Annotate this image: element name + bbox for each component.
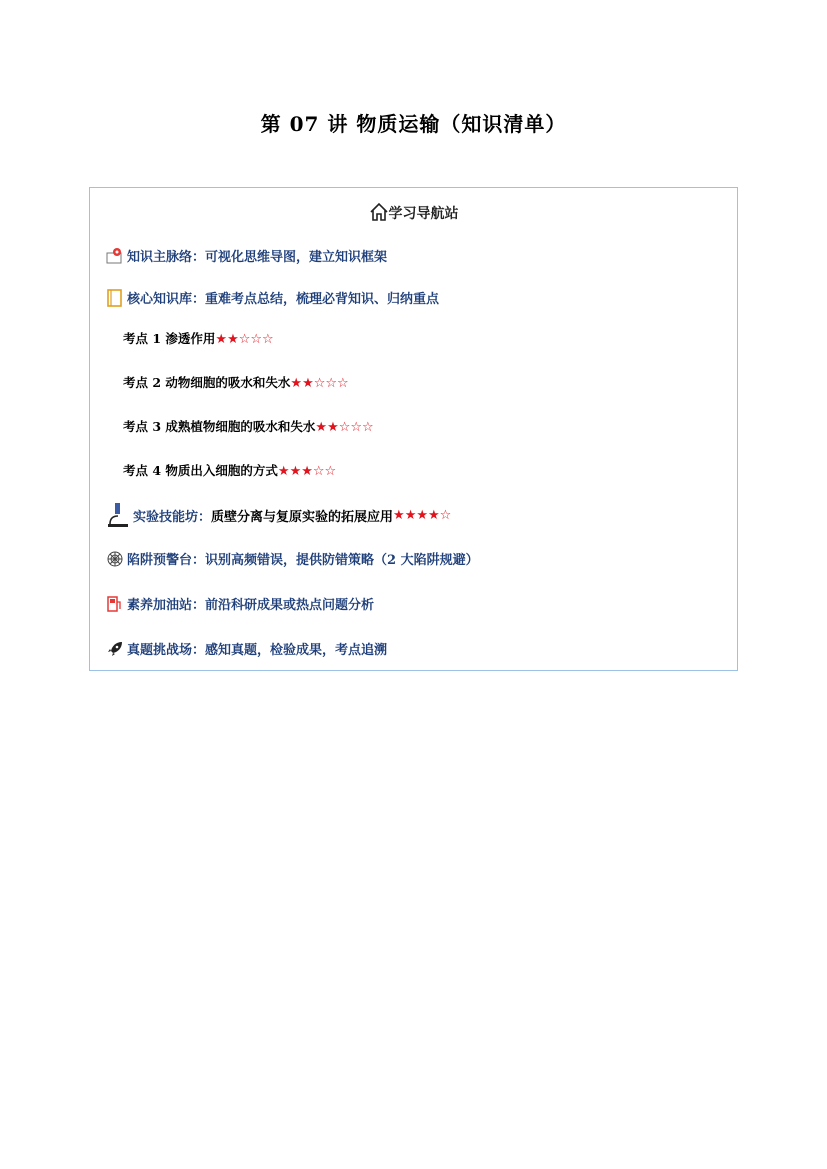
point-item[interactable] xyxy=(123,461,336,479)
empty-star-icon: ☆ xyxy=(312,464,325,479)
page-title: 第 07 讲 物质运输（知识清单） xyxy=(260,112,567,136)
navigation-panel xyxy=(89,187,738,671)
rating-stars xyxy=(393,508,451,523)
point-text: 考点 4 物质出入细胞的方式 xyxy=(123,463,278,478)
rating-stars xyxy=(315,419,373,434)
section-label: 实验技能坊 xyxy=(133,509,199,525)
rating-stars xyxy=(278,463,336,478)
filled-star-icon: ★ xyxy=(416,507,429,523)
filled-star-icon: ★ xyxy=(315,420,328,435)
empty-star-icon: ☆ xyxy=(324,464,337,479)
home-icon xyxy=(369,202,389,226)
book-icon xyxy=(106,289,124,307)
section-desc: ：识别高频错误，提供防错策略（2 大陷阱规避） xyxy=(192,553,479,568)
section-exam-challenge[interactable] xyxy=(106,639,387,658)
filled-star-icon: ★ xyxy=(227,332,239,347)
nav-header xyxy=(90,202,737,226)
section-experiment[interactable] xyxy=(106,502,451,528)
section-label: 真题挑战场 xyxy=(127,643,193,658)
section-label: 核心知识库 xyxy=(127,292,193,307)
section-desc: ：前沿科研成果或热点问题分析 xyxy=(192,598,375,613)
section-label: 陷阱预警台 xyxy=(127,553,193,568)
rocket-icon xyxy=(106,640,124,658)
map-pin-icon xyxy=(106,247,124,265)
microscope-icon xyxy=(106,502,130,528)
empty-star-icon: ☆ xyxy=(439,507,452,523)
rating-stars xyxy=(215,331,273,346)
fuel-pump-icon xyxy=(106,595,124,613)
empty-star-icon: ☆ xyxy=(262,332,274,347)
section-label: 知识主脉络 xyxy=(127,250,193,265)
empty-star-icon: ☆ xyxy=(338,420,351,435)
rating-stars xyxy=(290,375,348,390)
section-trap-warning[interactable] xyxy=(106,549,479,568)
filled-star-icon: ★ xyxy=(428,507,440,523)
nav-header-text: 学习导航站 xyxy=(388,206,459,222)
filled-star-icon: ★ xyxy=(289,464,302,479)
empty-star-icon: ☆ xyxy=(325,376,338,391)
filled-star-icon: ★ xyxy=(393,507,405,523)
filled-star-icon: ★ xyxy=(301,464,313,479)
section-desc: ：感知真题，检验成果，考点追溯 xyxy=(192,643,388,658)
spiderweb-icon xyxy=(106,550,124,568)
point-item[interactable] xyxy=(123,373,349,391)
filled-star-icon: ★ xyxy=(327,420,339,435)
filled-star-icon: ★ xyxy=(404,507,417,523)
section-text: 质壁分离与复原实验的拓展应用 xyxy=(211,509,394,525)
section-desc: ：可视化思维导图，建立知识框架 xyxy=(192,250,388,265)
empty-star-icon: ☆ xyxy=(362,420,374,435)
section-desc: ： xyxy=(198,509,212,525)
empty-star-icon: ☆ xyxy=(337,376,349,391)
filled-star-icon: ★ xyxy=(302,376,314,391)
point-item[interactable] xyxy=(123,417,374,435)
empty-star-icon: ☆ xyxy=(313,376,326,391)
filled-star-icon: ★ xyxy=(215,332,228,347)
section-knowledge-map[interactable] xyxy=(106,246,387,265)
section-core-knowledge[interactable] xyxy=(106,288,439,307)
empty-star-icon: ☆ xyxy=(350,420,363,435)
point-text: 考点 3 成熟植物细胞的吸水和失水 xyxy=(123,419,316,434)
point-text: 考点 2 动物细胞的吸水和失水 xyxy=(123,375,291,390)
filled-star-icon: ★ xyxy=(290,376,303,391)
point-item[interactable] xyxy=(123,329,274,347)
empty-star-icon: ☆ xyxy=(250,332,263,347)
section-literacy-boost[interactable] xyxy=(106,594,374,613)
section-label: 素养加油站 xyxy=(127,598,193,613)
filled-star-icon: ★ xyxy=(277,464,290,479)
empty-star-icon: ☆ xyxy=(238,332,251,347)
section-desc: ：重难考点总结，梳理必背知识、归纳重点 xyxy=(192,292,440,307)
point-text: 考点 1 渗透作用 xyxy=(123,331,216,346)
